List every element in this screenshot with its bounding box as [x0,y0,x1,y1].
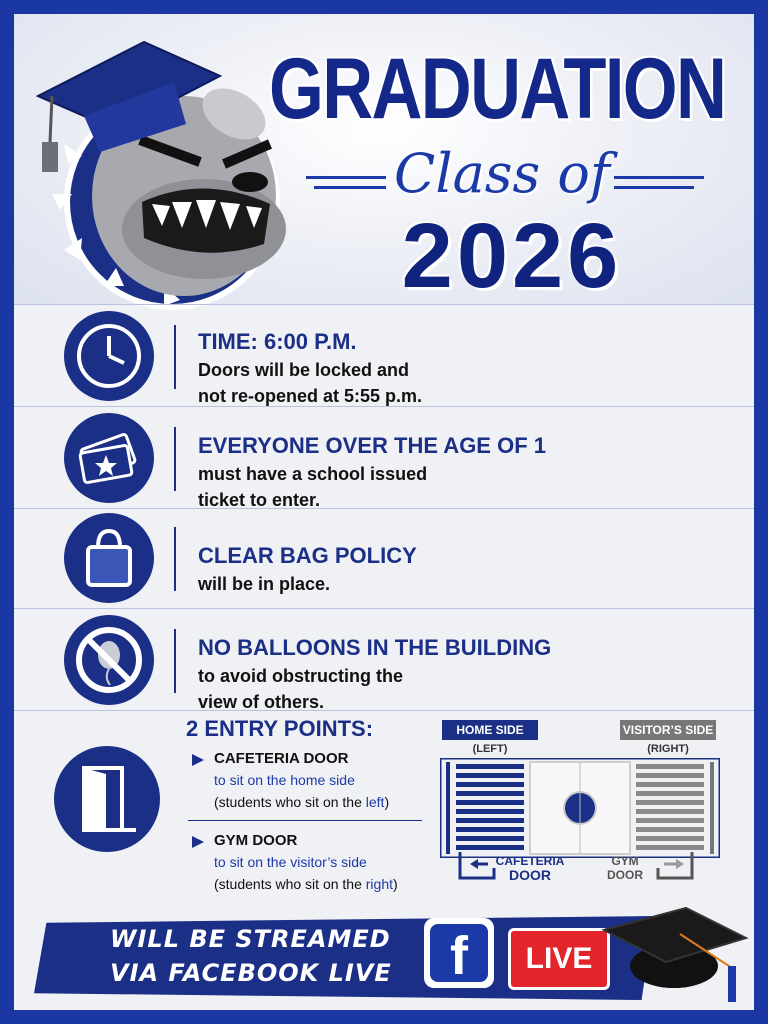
balloons-line-1: to avoid obstructing the [198,666,403,686]
balloons-line-2: view of others. [198,692,325,712]
gym-door-name: GYM DOOR [214,832,298,849]
cafeteria-door-name: CAFETERIA DOOR [214,750,349,767]
title-dash-left-1 [306,176,386,179]
info-row-bag [14,508,754,607]
cafeteria-door-note: (students who sit on the left) [214,794,390,810]
balloons-heading: NO BALLOONS IN THE BUILDING [198,635,552,660]
home-side-tag: HOME SIDE [442,720,538,740]
note-key-left: left [365,794,385,810]
info-row-ticket [14,406,754,510]
title-dash-right-1 [614,176,704,179]
note-key-right: right [365,876,393,892]
info-row-balloons [14,608,754,712]
row-divider [174,427,176,491]
arrow-icon [192,836,204,848]
gym-floor-map [440,758,720,858]
info-row-time [14,304,754,405]
gym-door-note: (students who sit on the right) [214,876,398,892]
time-heading: TIME: 6:00 P.M. [198,329,357,354]
entry-title: 2 ENTRY POINTS: [186,716,374,741]
stream-text [110,922,410,990]
live-label: LIVE [525,942,593,975]
visitor-bleachers [636,764,704,850]
graduation-title: GRADUATION [269,41,726,137]
stream-line-2: VIA FACEBOOK LIVE [110,959,392,987]
class-of-subtitle: Class of [394,142,610,205]
home-side-sub: (LEFT) [472,743,508,755]
door-separator [188,820,422,821]
visitor-side-tag: VISITOR’S SIDE [620,720,716,740]
time-line-2: not re-opened at 5:55 p.m. [198,386,423,406]
graduation-cap-icon [600,900,750,1010]
facebook-letter: f [450,926,468,986]
bag-line-1: will be in place. [198,574,331,594]
title-dash-right-2 [614,186,694,189]
stream-line-1: WILL BE STREAMED [110,925,391,953]
row-divider [174,629,176,693]
cafeteria-door-label: CAFETERIA DOOR [495,854,565,883]
row-divider [174,527,176,591]
door-icon [54,746,160,852]
ticket-heading: EVERYONE OVER THE AGE OF 1 [198,433,546,458]
class-year: 2026 [401,205,623,307]
cafeteria-door-desc: to sit on the home side [214,772,355,788]
home-bleachers [456,764,524,850]
clear-bag-icon [64,513,154,603]
gym-door-label: GYM DOOR [607,854,643,882]
ticket-icon [64,413,154,503]
ticket-line-2: ticket to enter. [198,490,321,510]
ticket-line-1: must have a school issued [198,464,428,484]
time-line-1: Doors will be locked and [198,360,410,380]
arrow-icon [192,754,204,766]
clock-icon [64,311,154,401]
poster-sheet [14,14,754,1010]
gym-door-desc: to sit on the visitor’s side [214,854,367,870]
bag-heading: CLEAR BAG POLICY [198,543,417,568]
gym-entry-icon [652,850,696,880]
visitor-side-sub: (RIGHT) [647,743,689,755]
no-balloon-icon [64,615,154,705]
title-dash-left-2 [314,186,386,189]
row-divider [174,325,176,389]
